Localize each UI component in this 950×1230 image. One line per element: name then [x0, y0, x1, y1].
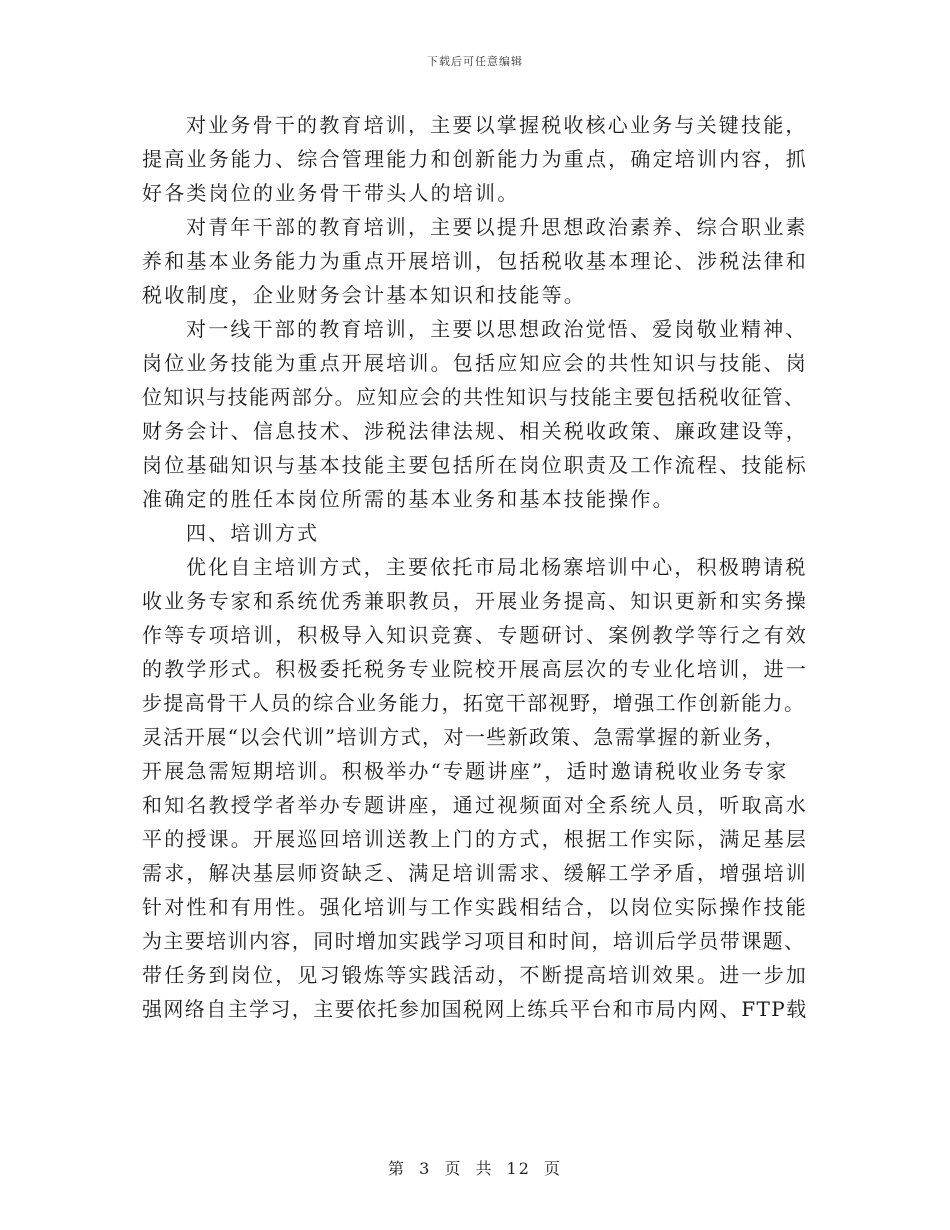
paragraph-line: 对业务骨干的教育培训，主要以掌握税收核心业务与关键技能， — [186, 113, 808, 137]
paragraph-line: 对青年干部的教育培训，主要以提升思想政治素养、综合职业素 — [186, 215, 808, 239]
paragraph-line: 岗位业务技能为重点开展培训。包括应知应会的共性知识与技能、岗 — [142, 351, 808, 375]
paragraph-line: 作等专项培训，积极导入知识竞赛、专题研讨、案例教学等行之有效 — [142, 623, 808, 647]
paragraph-line: 好各类岗位的业务骨干带头人的培训。 — [142, 181, 520, 205]
paragraph-line: 步提高骨干人员的综合业务能力，拓宽干部视野，增强工作创新能力。 — [142, 691, 806, 715]
paragraph-line: 岗位基础知识与基本技能主要包括所在岗位职责及工作流程、技能标 — [142, 453, 808, 477]
document-body — [142, 108, 810, 1026]
page-number: 第 3 页 共 12 页 — [388, 1159, 562, 1178]
section-heading: 四、培训方式 — [186, 521, 320, 545]
paragraph-line: 开展急需短期培训。积极举办“专题讲座”，适时邀请税收业务专家 — [142, 759, 789, 783]
page-header: 下载后可任意编辑 — [427, 55, 523, 68]
paragraph-line: 税收制度，企业财务会计基本知识和技能等。 — [142, 283, 586, 307]
paragraph-line: 养和基本业务能力为重点开展培训，包括税收基本理论、涉税法律和 — [142, 249, 808, 273]
paragraph-line: 优化自主培训方式，主要依托市局北杨寨培训中心，积极聘请税 — [186, 555, 808, 579]
paragraph-line: 提高业务能力、综合管理能力和创新能力为重点，确定培训内容，抓 — [142, 147, 808, 171]
paragraph-line: 位知识与技能两部分。应知应会的共性知识与技能主要包括税收征管、 — [142, 385, 806, 409]
paragraph-line: 针对性和有用性。强化培训与工作实践相结合，以岗位实际操作技能 — [142, 895, 808, 919]
paragraph-line: 为主要培训内容，同时增加实践学习项目和时间，培训后学员带课题、 — [142, 929, 806, 953]
paragraph-line: 对一线干部的教育培训，主要以思想政治觉悟、爱岗敬业精神、 — [186, 317, 808, 341]
paragraph-line: 平的授课。开展巡回培训送教上门的方式，根据工作实际，满足基层 — [142, 827, 808, 851]
paragraph-line: 带任务到岗位，见习锻炼等实践活动，不断提高培训效果。进一步加 — [142, 963, 808, 987]
paragraph-line: 需求，解决基层师资缺乏、满足培训需求、缓解工学矛盾，增强培训 — [142, 861, 808, 885]
paragraph-line: 灵活开展“以会代训”培训方式，对一些新政策、急需掌握的新业务， — [142, 725, 786, 749]
paragraph-line: 的教学形式。积极委托税务专业院校开展高层次的专业化培训，进一 — [142, 657, 808, 681]
paragraph-line: 收业务专家和系统优秀兼职教员，开展业务提高、知识更新和实务操 — [142, 589, 808, 613]
paragraph-line: 强网络自主学习，主要依托参加国税网上练兵平台和市局内网、FTP载 — [142, 997, 808, 1021]
paragraph-line: 和知名教授学者举办专题讲座，通过视频面对全系统人员，听取高水 — [142, 793, 808, 817]
paragraph-line: 准确定的胜任本岗位所需的基本业务和基本技能操作。 — [142, 487, 675, 511]
paragraph-line: 财务会计、信息技术、涉税法律法规、相关税收政策、廉政建设等， — [142, 419, 808, 443]
